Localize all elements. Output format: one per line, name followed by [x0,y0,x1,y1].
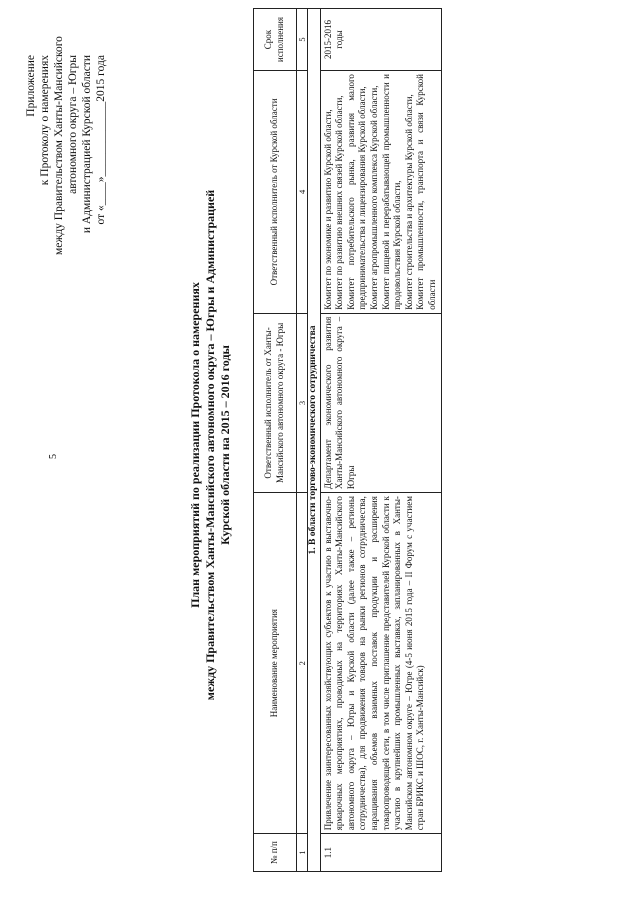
row-term: 2015-2016 годы [320,9,441,71]
appendix-line: Приложение [25,55,37,117]
section-row [308,9,321,872]
appendix-header [24,36,108,255]
header-name: Наименование мероприятия [254,493,297,834]
table-row [320,9,441,872]
column-number: 5 [297,9,308,71]
kursk-executor-item: Комитет по экономике и развитию Курской области, [322,109,333,310]
column-number: 1 [297,834,308,872]
row-activity-name: Привлечение заинтересованных хозяйствующих субъектов к участию в выставочно-ярмарочных мероприятиях, проводимых на территориях Ханты-Мансийского автономного округа – Югры и Курской области (далее также – регионы сотрудничества), для продвижения товаров на рынки регионов сотрудничества, наращивания объемов взаимных поставок продукции и расширения товаропроводящей сети, в том числе приглашение представителей Курской области к участию в крупнейших промышленных выставках, запланированных в Ханты-Мансийском автономном округе – Югре (4-5 июня 2015 года – II Форум с участием стран БРИКС и ШОС, г. Ханты-Мансийск) [320,493,441,834]
header-kursk-executor: Ответственный исполнитель от Курской области [254,71,297,314]
appendix-line: автономного округа – Югры [67,55,79,194]
column-number: 4 [297,71,308,314]
section-title: 1. В области торгово-экономического сотрудничества [308,9,321,872]
appendix-line: от «____»_____________2015 года [95,55,107,225]
row-kursk-executors [320,71,441,314]
appendix-line: и Администрацией Курской области [81,55,93,234]
appendix-line: к Протоколу о намерениях [39,55,51,186]
kursk-executor-item: Комитет промышленности, транспорта и связи Курской области [415,74,437,310]
row-hmao-executor: Департамент экономического развития Ханты-Мансийского автономного округа – Югры [320,313,441,492]
page-number: 5 [48,454,59,459]
plan-table [253,8,442,872]
column-number: 2 [297,493,308,834]
header-num: № п/п [254,834,297,872]
title-line-1: План мероприятий по реализации Протокола о намерениях [188,282,202,608]
kursk-executor-item: Комитет агропромышленного комплекса Курской области, [368,85,379,310]
row-num: 1.1 [320,834,441,872]
header-term: Срок исполнения [254,9,297,71]
kursk-executor-item: Комитет пищевой и перерабатывающей промышленности и продовольствия Курской области, [380,74,403,310]
title-line-3: Курской области на 2015 – 2016 годы [218,345,232,545]
header-hmao-executor: Ответственный исполнитель от Ханты-Мансийского автономного округа - Югры [254,313,297,492]
kursk-executor-item: Комитет по развитию внешних связей Курской области, [334,95,345,310]
kursk-executor-item: Комитет потребительского рынка, развития малого предпринимательства и лицензирования Курской области, [345,74,368,310]
title-line-2: между Правительством Ханты-Мансийского автономного округа – Югры и Администрацией [203,189,217,701]
column-number: 3 [297,313,308,492]
table-header-row [254,9,297,872]
column-number-row [297,9,308,872]
appendix-line: между Правительством Ханты-Мансийского [53,36,65,255]
document-title [188,65,233,825]
kursk-executor-item: Комитет строительства и архитектуры Курской области, [403,94,414,310]
